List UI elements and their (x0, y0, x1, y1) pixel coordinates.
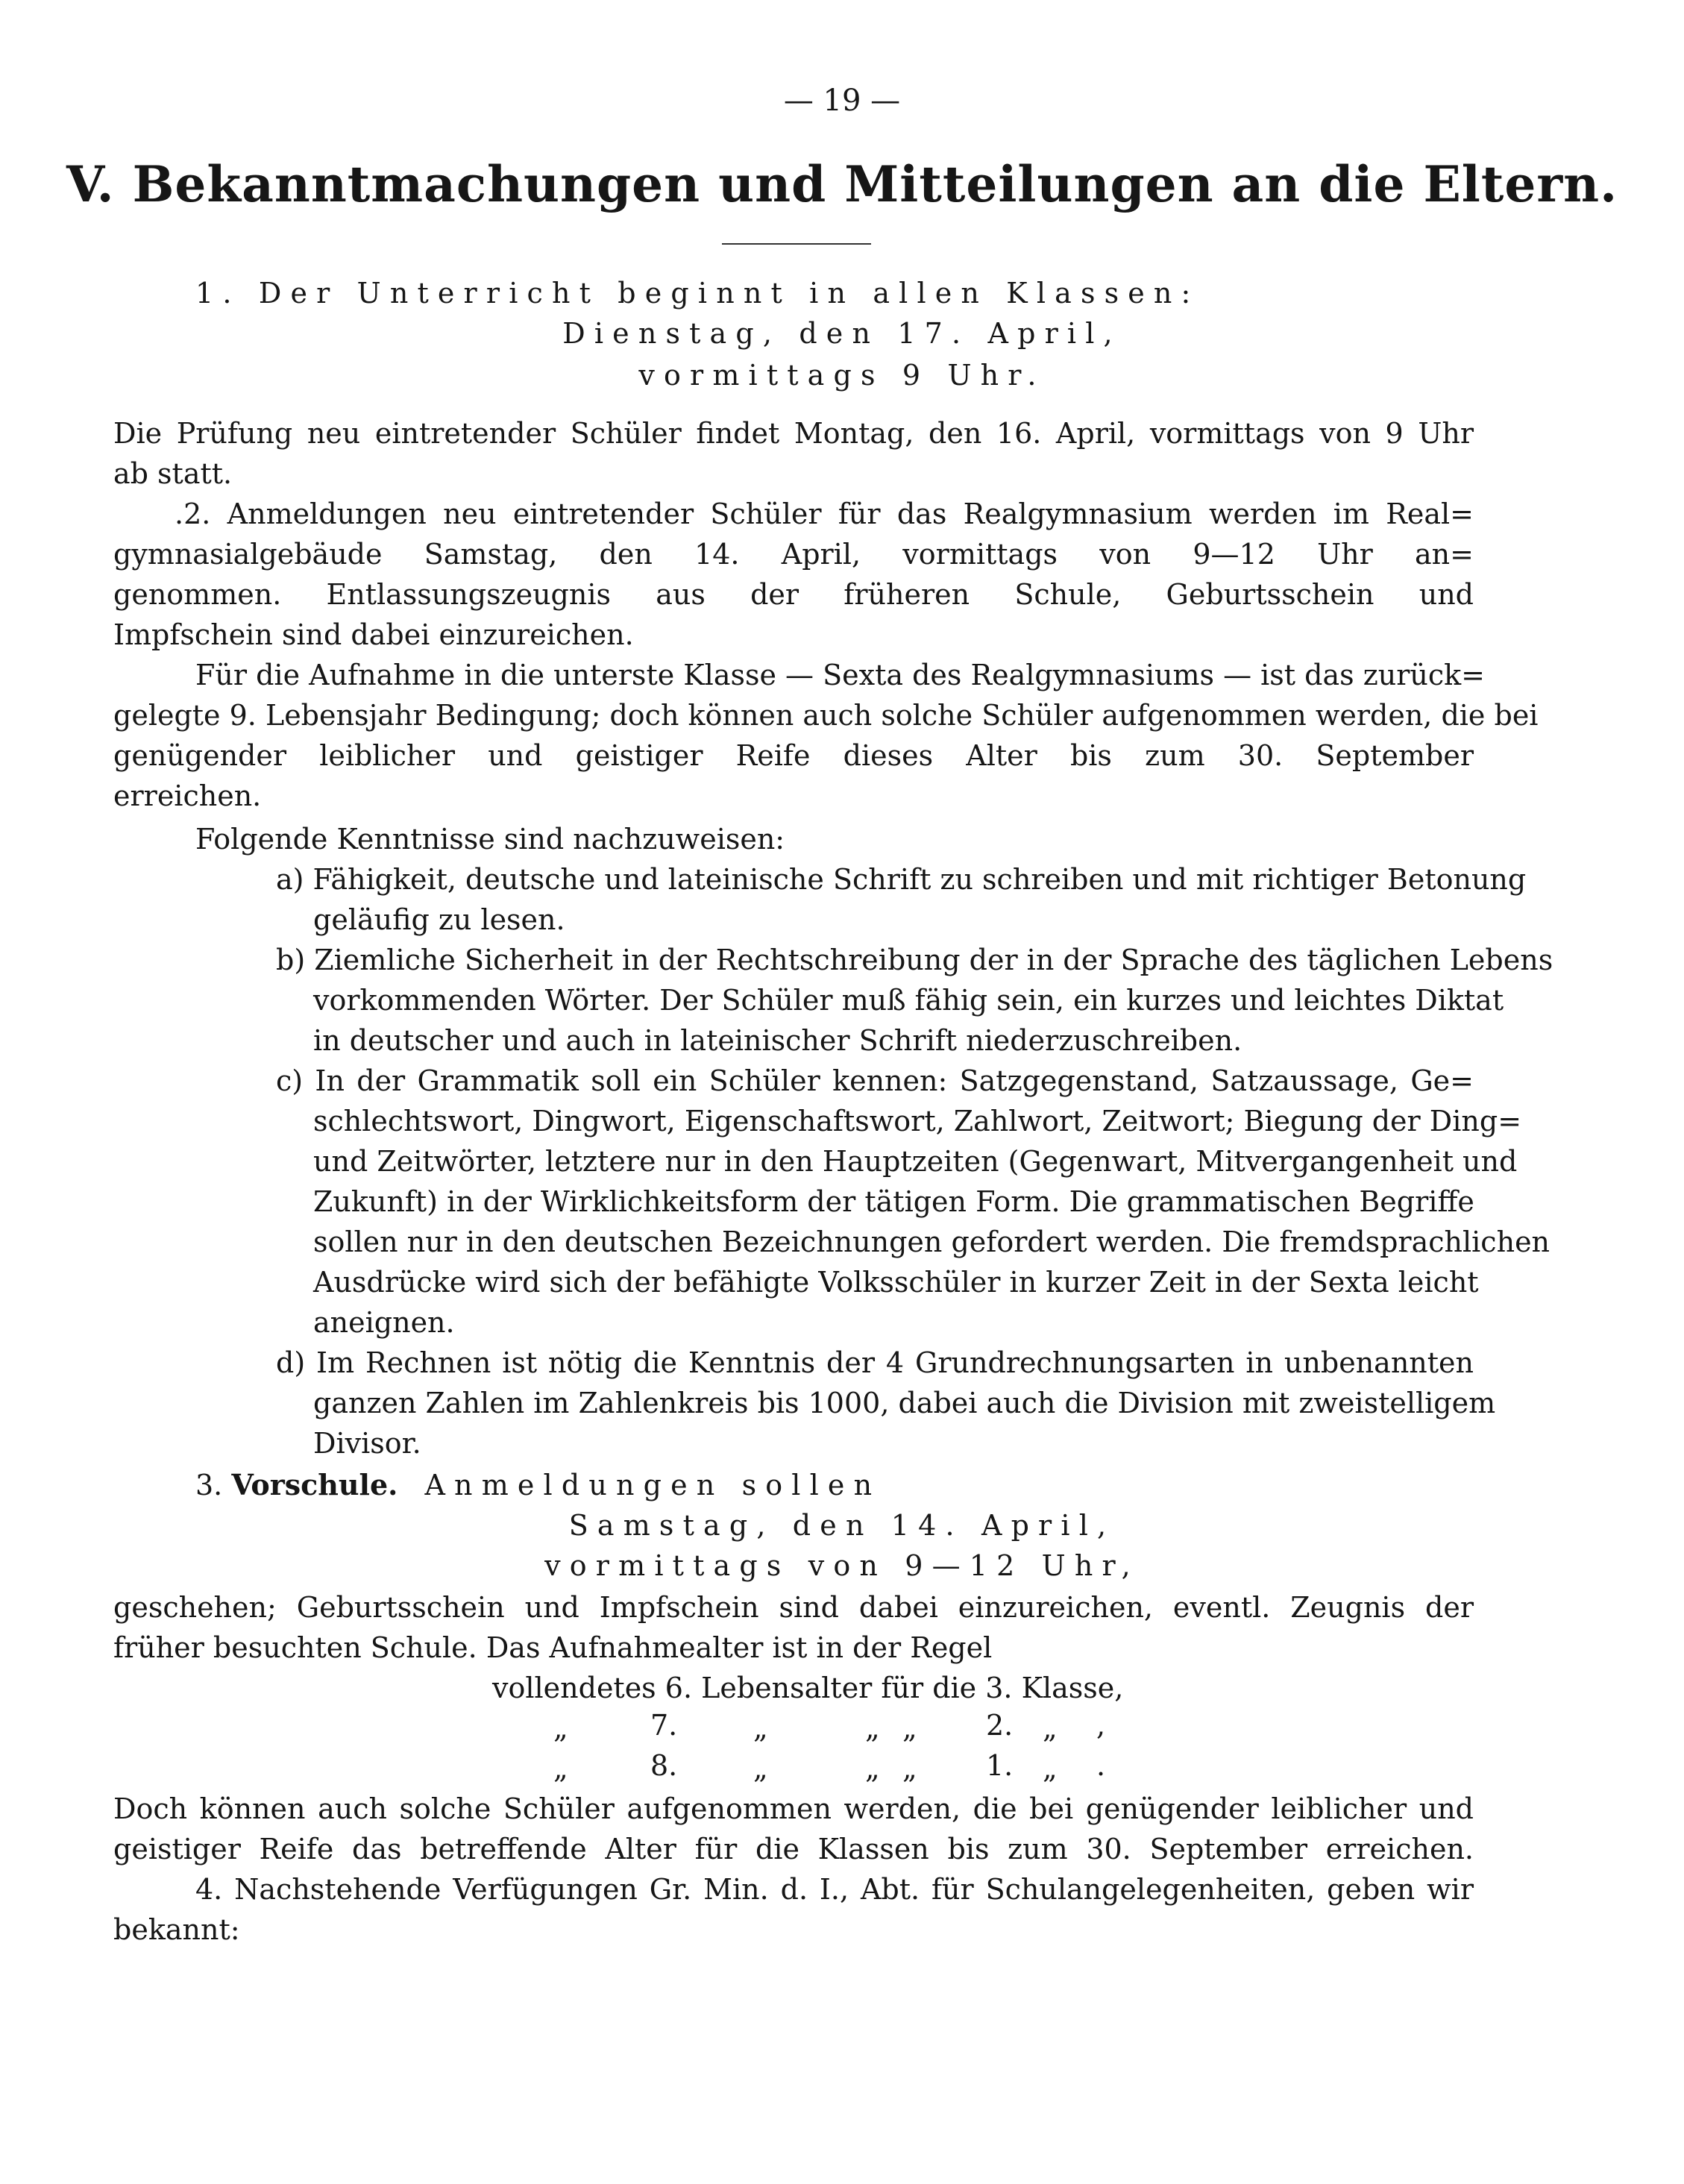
ditto-mark: „ (902, 1752, 917, 1785)
list-item-d: d) Im Rechnen ist nötig die Kenntnis der 4 Grundrechnungsarten in unbenannten (276, 1346, 1474, 1379)
section-3-text: früher besuchten Schule. Das Aufnahmealter ist in der Regel (113, 1631, 993, 1664)
section-3-heading (195, 1466, 1240, 1504)
age-row-2-class: 2. (986, 1709, 1014, 1742)
section-2-text: gymnasialgebäude Samstag, den 14. April, vormittags von 9—12 Uhr an= (113, 538, 1474, 571)
section-3-text: Doch können auch solche Schüler aufgenommen werden, die bei genügender leiblicher und (113, 1792, 1474, 1825)
section-3-time: vormittags von 9—12 Uhr, (544, 1549, 1140, 1582)
ditto-mark: „ (1043, 1752, 1058, 1785)
section-2-text: erreichen. (113, 779, 262, 812)
list-item-a: a) Fähigkeit, deutsche und lateinische Schrift zu schreiben und mit richtiger Betonung (276, 863, 1527, 896)
ditto-mark: „ (553, 1712, 568, 1745)
section-2-text: .2. Anmeldungen neu eintretender Schüler für das Realgymnasium werden im Real= (175, 498, 1474, 530)
list-item-c-cont: sollen nur in den deutschen Bezeichnungen gefordert werden. Die fremdsprachlichen (313, 1226, 1551, 1258)
ditto-mark: „ (865, 1712, 880, 1745)
list-item-b-cont: in deutscher und auch in lateinischer Schrift niederzuschreiben. (313, 1024, 1242, 1057)
section-2-text: Impfschein sind dabei einzureichen. (113, 618, 634, 651)
page-number: — 19 — (783, 84, 901, 118)
section-2-text: gelegte 9. Lebensjahr Bedingung; doch können auch solche Schüler aufgenommen werden, die bei (113, 699, 1539, 732)
section-3-label: Vorschule. (231, 1468, 398, 1502)
section-1-date: Dienstag, den 17. April, (562, 317, 1122, 350)
list-item-a-cont: geläufig zu lesen. (313, 903, 565, 936)
list-item-d-cont: Divisor. (313, 1427, 421, 1460)
age-row-2-comma: , (1096, 1709, 1106, 1742)
section-2-text: Für die Aufnahme in die unterste Klasse — Sexta des Realgymnasiums — ist das zurück= (195, 659, 1485, 691)
section-2-text: genommen. Entlassungszeugnis aus der früheren Schule, Geburtsschein und (113, 578, 1474, 611)
list-item-b: b) Ziemliche Sicherheit in der Rechtschreibung der in der Sprache des täglichen Lebens (276, 944, 1553, 976)
section-1-heading: 1. Der Unterricht beginnt in allen Klassen: (195, 277, 1200, 310)
ditto-mark: „ (553, 1752, 568, 1785)
list-item-c-cont: Ausdrücke wird sich der befähigte Volksschüler in kurzer Zeit in der Sexta leicht (313, 1266, 1479, 1299)
age-row-2-age: 7. (650, 1709, 678, 1742)
age-row-3-age: 8. (650, 1749, 678, 1782)
age-row-3-period: . (1096, 1749, 1106, 1782)
ditto-mark: „ (865, 1752, 880, 1785)
section-3-text: geschehen; Geburtsschein und Impfschein sind dabei einzureichen, eventl. Zeugnis der (113, 1591, 1474, 1624)
section-2-text: genügender leiblicher und geistiger Reife dieses Alter bis zum 30. September (113, 739, 1474, 772)
section-2-requirements-lead: Folgende Kenntnisse sind nachzuweisen: (195, 823, 785, 856)
section-3-lead: Anmeldungen sollen (424, 1469, 882, 1502)
section-4-text: 4. Nachstehende Verfügungen Gr. Min. d. I., Abt. für Schulangelegenheiten, geben wir (195, 1873, 1474, 1906)
ditto-mark: „ (902, 1712, 917, 1745)
ditto-mark: „ (1043, 1712, 1058, 1745)
section-3-date: Samstag, den 14. April, (568, 1509, 1116, 1542)
list-item-c-cont: schlechtswort, Dingwort, Eigenschaftswort, Zahlwort, Zeitwort; Biegung der Ding= (313, 1105, 1522, 1138)
age-row-1: vollendetes 6. Lebensalter für die 3. Klasse, (492, 1672, 1124, 1704)
list-item-c: c) In der Grammatik soll ein Schüler kennen: Satzgegenstand, Satzaussage, Ge= (276, 1064, 1474, 1097)
ditto-mark: „ (753, 1712, 768, 1745)
list-item-c-cont: und Zeitwörter, letztere nur in den Hauptzeiten (Gegenwart, Mitvergangenheit und (313, 1145, 1518, 1178)
section-1-text: Die Prüfung neu eintretender Schüler findet Montag, den 16. April, vormittags von 9 Uhr (113, 417, 1474, 450)
list-item-d-cont: ganzen Zahlen im Zahlenkreis bis 1000, dabei auch die Division mit zweistelligem (313, 1387, 1496, 1419)
list-item-c-cont: aneignen. (313, 1306, 455, 1339)
title-divider (722, 243, 871, 245)
section-3-number: 3. (195, 1469, 223, 1502)
section-title: V. Bekanntmachungen und Mitteilungen an die Eltern. (66, 155, 1618, 213)
age-row-3-class: 1. (986, 1749, 1014, 1782)
section-3-text: geistiger Reife das betreffende Alter für die Klassen bis zum 30. September erreichen. (113, 1833, 1474, 1866)
section-1-time: vormittags 9 Uhr. (638, 359, 1046, 392)
list-item-c-cont: Zukunft) in der Wirklichkeitsform der tätigen Form. Die grammatischen Begriffe (313, 1185, 1474, 1218)
section-1-text: ab statt. (113, 457, 233, 490)
ditto-mark: „ (753, 1752, 768, 1785)
list-item-b-cont: vorkommenden Wörter. Der Schüler muß fähig sein, ein kurzes und leichtes Diktat (313, 984, 1504, 1017)
section-4-text: bekannt: (113, 1913, 240, 1946)
